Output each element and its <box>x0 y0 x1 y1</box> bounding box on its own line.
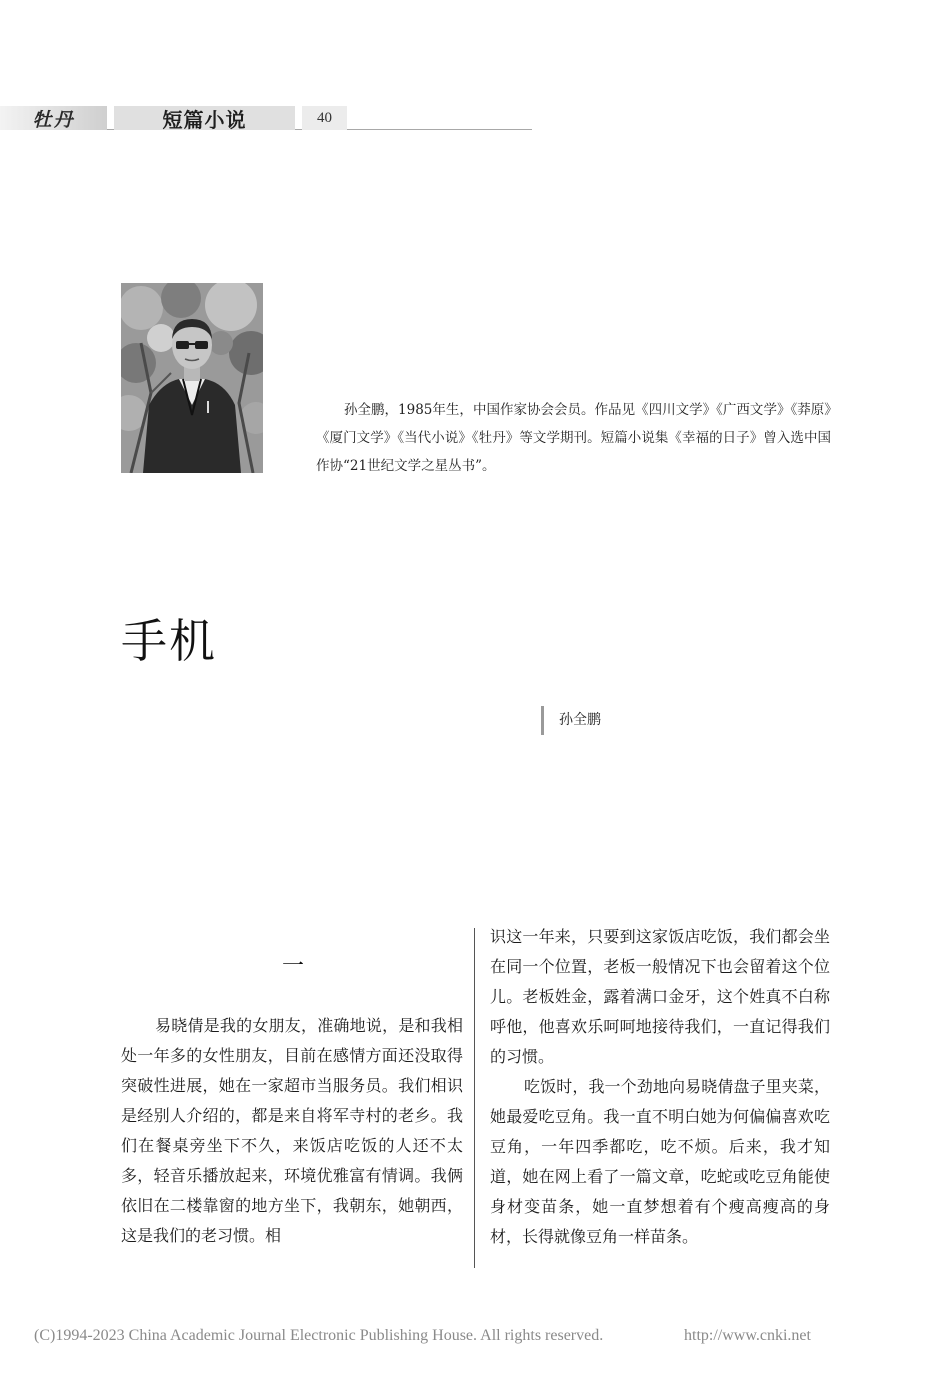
right-column <box>490 922 830 1252</box>
author-photo <box>121 283 263 473</box>
footer-url[interactable]: http://www.cnki.net <box>684 1327 811 1344</box>
page-number: 40 <box>302 106 347 130</box>
paragraph: 易晓倩是我的女朋友，准确地说，是和我相处一年多的女性朋友，目前在感情方面还没取得突破性进展，她在一家超市当服务员。我们相识是经别人介绍的，都是来自将军寺村的老乡。我们在餐桌旁坐下不久，来饭店吃饭的人还不太多，轻音乐播放起来，环境优雅富有情调。我俩依旧在二楼靠窗的地方坐下，我朝东，她朝西，这是我们的老习惯。相 <box>121 1016 463 1245</box>
byline-rule <box>541 706 544 735</box>
portrait-image <box>121 283 263 473</box>
column-divider <box>474 928 475 1268</box>
paragraph-continuation: 识这一年来，只要到这家饭店吃饭，我们都会坐在同一个位置，老板一般情况下也会留着这个位儿。老板姓金，露着满口金牙，这个姓真不白称呼他，他喜欢乐呵呵地接待我们，一直记得我们的习惯。 <box>490 927 830 1066</box>
section-label: 短篇小说 <box>114 106 295 130</box>
article-author: 孙全鹏 <box>559 712 601 728</box>
article-title: 手机 <box>121 614 217 668</box>
magazine-name: 牡丹 <box>0 106 107 130</box>
copyright-notice: (C)1994-2023 China Academic Journal Electronic Publishing House. All rights reserved. <box>34 1327 604 1344</box>
section-number: 一 <box>282 954 305 979</box>
left-column <box>121 1011 463 1251</box>
author-bio: 孙全鹏，1985年生，中国作家协会会员。作品见《四川文学》《广西文学》《莽原》《厦门文学》《当代小说》《牡丹》等文学期刊。短篇小说集《幸福的日子》曾入选中国作协“21世纪文学之星丛书”。 <box>316 402 831 474</box>
paragraph: 吃饭时，我一个劲地向易晓倩盘子里夹菜，她最爱吃豆角。我一直不明白她为何偏偏喜欢吃豆角，一年四季都吃，吃不烦。后来，我才知道，她在网上看了一篇文章，吃蛇或吃豆角能使身材变苗条，她一直梦想着有个瘦高瘦高的身材，长得就像豆角一样苗条。 <box>490 1077 830 1246</box>
